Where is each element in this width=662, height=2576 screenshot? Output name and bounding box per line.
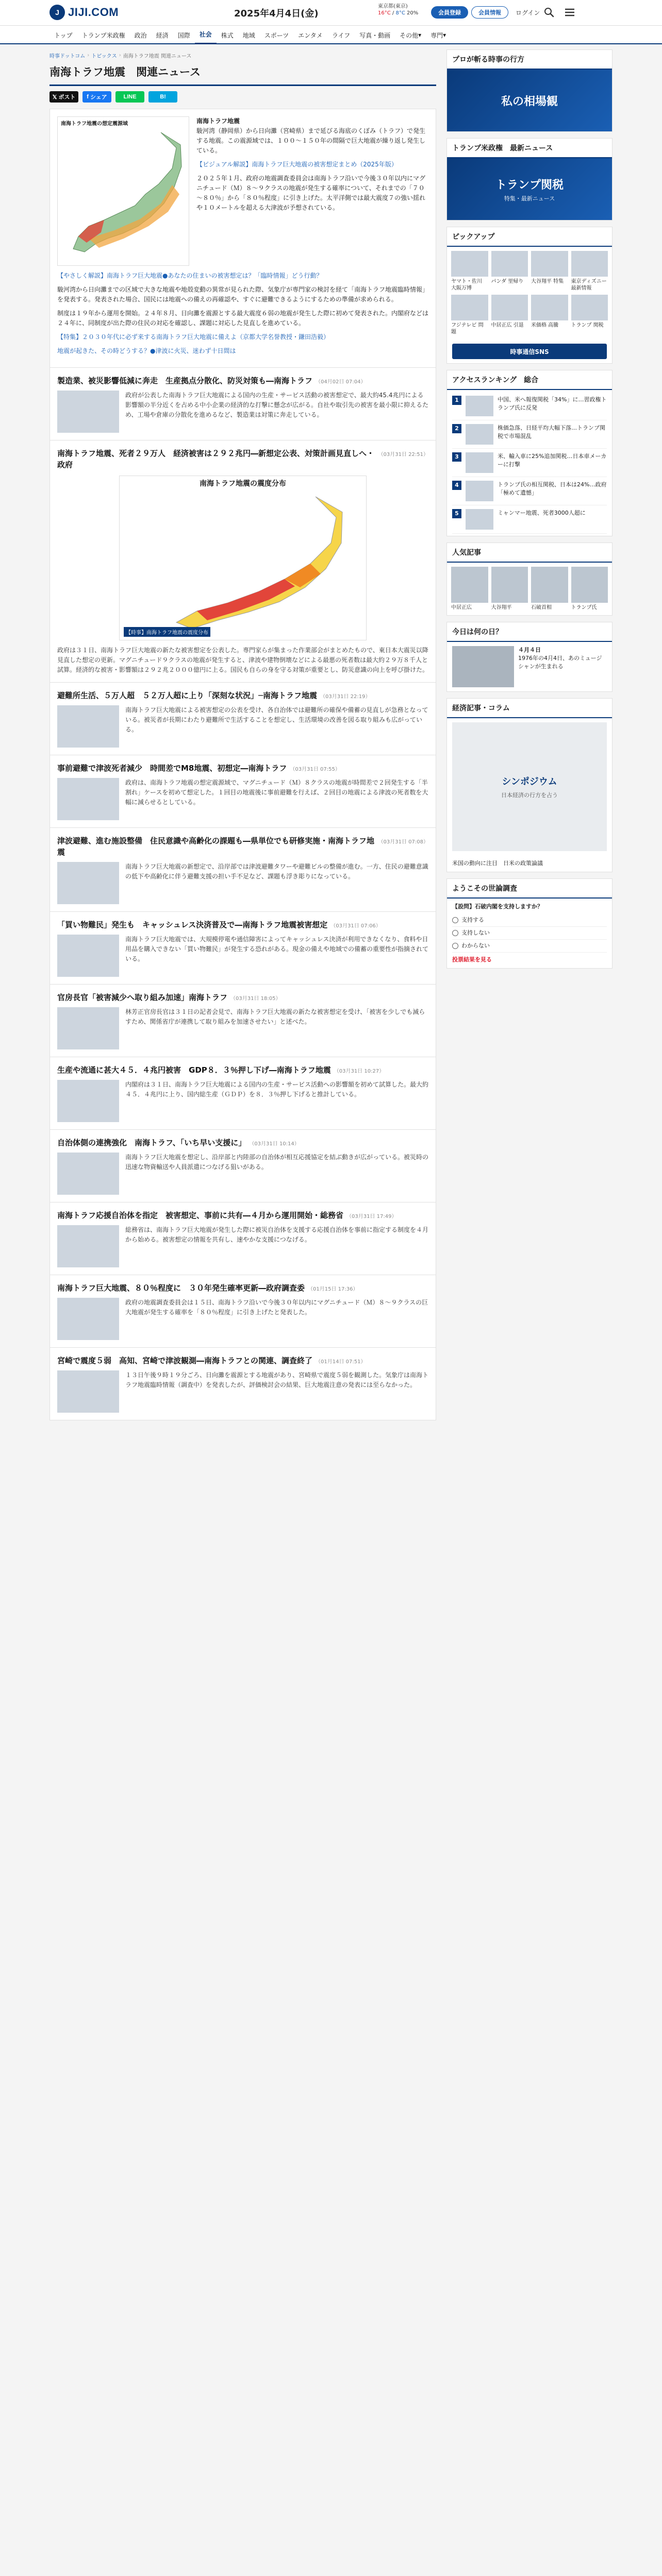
nav-item[interactable]: 国際: [177, 31, 190, 39]
article-date: （03月31日 07:06）: [330, 923, 381, 929]
breadcrumb-separator-icon: ›: [119, 52, 121, 58]
lead-paragraph-2: ２０２５年１月、政府の地震調査委員会は南海トラフ沿いで今後３０年以内にマグニチュード（Ｍ）８～９クラスの地震が発生する確率について、それまでの「７０～８０％」から「８０％程度」に引き上げた。太平洋側では最大震度７の強い揺れや１０メートルを超える大津波が予想されている。: [196, 175, 426, 211]
nav-item[interactable]: ライフ: [332, 31, 351, 39]
breadcrumb-item[interactable]: 時事ドットコム: [49, 53, 86, 59]
intensity-map-figure: [119, 476, 367, 640]
article-thumbnail[interactable]: [57, 1298, 119, 1340]
poll-option[interactable]: [452, 914, 607, 927]
article-item: [49, 985, 436, 1057]
article-item: [49, 1348, 436, 1420]
pickup-label: パンダ 里帰り: [491, 279, 524, 284]
when-earthquake-link[interactable]: 地震が起きた、その時どうする？●津波に火災、迷わず十日間は: [57, 347, 236, 354]
ranking-title: ミャンマー地震、死者3000人超に: [498, 510, 586, 516]
ranking-thumbnail: [466, 396, 493, 416]
lead-bottom: [57, 271, 428, 356]
current-date: 2025年4月4日(金): [234, 8, 319, 19]
popular-head: 人気記事: [447, 543, 612, 563]
weather-high: 16°C: [378, 10, 391, 16]
nav-item[interactable]: エンタメ: [298, 31, 323, 39]
article-title-link[interactable]: 自治体側の連携強化 南海トラフ、「いち早い支援に」: [57, 1138, 246, 1147]
article-date: （01月15日 17:36）: [308, 1286, 358, 1292]
nav-item[interactable]: トランプ米政権: [81, 31, 125, 39]
article-item: [49, 1275, 436, 1348]
trump-news-head: トランプ米政権 最新ニュース: [447, 139, 612, 158]
ranking-number: 5: [452, 509, 461, 518]
pickup-item[interactable]: [571, 251, 608, 292]
logo-mark: J: [49, 5, 65, 20]
nav-item[interactable]: スポーツ: [264, 31, 289, 39]
global-nav: [0, 26, 662, 44]
nav-item[interactable]: 写真・動画: [359, 31, 391, 39]
intro-heading: 南海トラフ地震: [196, 117, 240, 125]
nav-item[interactable]: 社会: [195, 26, 217, 44]
ranking-thumbnail: [466, 452, 493, 473]
ranking-title: 株価急落、日経平均大幅下落…トランプ関税で市場混乱: [498, 425, 605, 439]
symposium-banner[interactable]: [452, 722, 607, 851]
lead-description: [196, 116, 428, 266]
topic-lead: [49, 109, 436, 368]
share-facebook-label: シェア: [90, 94, 107, 100]
trump-tariff-banner[interactable]: [447, 158, 612, 220]
article-title-link[interactable]: 生産や流通に甚大４５．４兆円被害 GDP８．３％押し下げ―南海トラフ地震: [57, 1065, 331, 1075]
weather-rain: 20%: [407, 10, 419, 16]
popular-item[interactable]: [531, 567, 568, 611]
ranking-list: [447, 390, 612, 536]
lead-paragraph-4: 制度は１９年から運用を開始。２４年８月、日向灘を震源とする最大震度６弱の地震が発生した際に初めて発表された。内閣府などは２４年に、同制度が出た際の住民の対応を確認し、課題に対応した見直しを進めている。: [57, 310, 429, 327]
article-summary: 林芳正官房長官は３１日の記者会見で、南海トラフ巨大地震の新たな被害想定を受け、「被害を少しでも減らすため、関係省庁が連携して取り組みを加速させたい」と述べた。: [125, 1008, 425, 1025]
article-summary: 南海トラフ巨大地震の新想定で、沿岸部では津波避難タワーや避難ビルの整備が進む。一方、住民の避難意識の低下や高齢化に伴う避難支援の担い手不足など、課題も浮き彫りになっている。: [125, 863, 428, 880]
signup-button[interactable]: 会員登録: [431, 6, 468, 19]
source-region-map: [57, 116, 189, 266]
article-date: （03月31日 10:14）: [249, 1141, 300, 1147]
weather-low: 8°C: [395, 10, 405, 16]
ranking-box: [446, 370, 613, 536]
member-info-button[interactable]: 会員情報: [471, 6, 508, 19]
pickup-label: フジテレビ 問題: [451, 323, 484, 335]
poll-question: 【設問】石破内閣を支持しますか？: [452, 903, 543, 910]
article-date: （03月31日 18:05）: [230, 996, 281, 1002]
article-title-link[interactable]: 事前避難で津波死者減少 時間差でM8地震、初想定―南海トラフ: [57, 764, 287, 773]
today-head: 今日は何の日？: [447, 622, 612, 642]
article-title-link[interactable]: 製造業、被災影響低減に奔走 生産拠点分散化、防災対策も―南海トラフ: [57, 376, 313, 385]
poll-option[interactable]: [452, 927, 607, 940]
sns-label: 時事通信SNS: [510, 348, 549, 355]
article-title-link[interactable]: 官房長官「被害減少へ取り組み加速」南海トラフ: [57, 993, 228, 1002]
poll-head: ようこその世論調査: [447, 879, 612, 899]
nav-item[interactable]: 株式: [221, 31, 234, 39]
popular-people-box: [446, 543, 613, 616]
page-title: 南海トラフ地震 関連ニュース: [49, 61, 436, 86]
nav-list: [49, 26, 613, 44]
intro-text: 駿河湾（静岡県）から日向灘（宮崎県）まで延びる海底のくぼみ（トラフ）で発生する地震。この震源域では、１００～１５０年の間隔で巨大地震が繰り返し発生している。: [196, 127, 426, 154]
article-date: （03月31日 07:55）: [290, 767, 340, 772]
intensity-map-icon: [120, 476, 367, 641]
nav-item[interactable]: その他 ▾: [395, 26, 426, 44]
article-summary: 総務省は、南海トラフ巨大地震が発生した際に被災自治体を支援する応援自治体を事前に指定する制度を４月から始める。被害想定の情報を共有し、速やかな支援につなげる。: [125, 1226, 429, 1243]
article-title-link[interactable]: 南海トラフ応援自治体を指定 被害想定、事前に共有―４月から運用開始・総務省: [57, 1211, 344, 1220]
article-title-link[interactable]: 南海トラフ巨大地震、８０％程度に ３０年発生確率更新―政府調査委: [57, 1283, 305, 1293]
popular-item[interactable]: [491, 567, 528, 611]
article-thumbnail[interactable]: [57, 1080, 119, 1122]
article-date: （01月14日 07:51）: [316, 1359, 366, 1365]
article-thumbnail[interactable]: [57, 705, 119, 748]
pickup-item[interactable]: [531, 251, 568, 292]
figure-title: 南海トラフ地震の震度分布: [200, 480, 286, 488]
article-date: （03月31日 07:08）: [378, 839, 428, 845]
breadcrumb: [49, 49, 436, 61]
poll-result-link[interactable]: 投票結果を見る: [452, 956, 492, 963]
logo-word: JIJI.COM: [68, 6, 119, 19]
visual-explainer-link[interactable]: 【ビジュアル解説】南海トラフ巨大地震の被害想定まとめ（2025年版）: [196, 161, 398, 168]
trump-banner-sub: 特集・最新ニュース: [504, 195, 555, 202]
article-item: [49, 755, 436, 828]
pickup-item[interactable]: [531, 295, 568, 335]
breadcrumb-separator-icon: ›: [87, 52, 90, 58]
article-thumbnail[interactable]: [57, 1225, 119, 1267]
main-column: [49, 49, 436, 2576]
share-facebook-button[interactable]: [82, 91, 111, 103]
pickup-box: [446, 227, 613, 364]
article-summary: 政府が公表した南海トラフ巨大地震による国内の生産・サービス活動の被害想定で、最大約45.4兆円による影響額の半分近くを占める中小企業の経済的な打撃に懸念が広がる。自社や取引先の被害を最小限に抑えるため、工場や倉庫の分散化を進めるなど、製造業は対策に奔走している。: [125, 392, 429, 418]
pickup-image: [451, 295, 488, 320]
ranking-item[interactable]: [452, 477, 607, 505]
article-summary: 南海トラフ巨大地震を想定し、沿岸部と内陸部の自治体が相互応援協定を結ぶ動きが広がっている。被災時の迅速な物資輸送や人員派遣につなげる狙いがある。: [125, 1154, 429, 1171]
japan-map-icon: [58, 117, 190, 266]
nav-item[interactable]: 経済: [156, 31, 169, 39]
poll-option[interactable]: [452, 940, 607, 953]
article-item: [49, 828, 436, 912]
nav-item[interactable]: トップ: [54, 31, 73, 39]
nav-item[interactable]: 地域: [242, 31, 255, 39]
site-header: [0, 0, 662, 26]
market-column-box: [446, 49, 613, 132]
article-date: （03月31日 17:49）: [346, 1214, 397, 1219]
poll-box: [446, 878, 613, 969]
poll-option-label: わからない: [461, 942, 490, 949]
article-summary: 南海トラフ巨大地震による被害想定の公表を受け、各自治体では避難所の確保や備蓄の見直しが急務となっている。被災者が長期にわたり避難所で生活することを想定し、生活環境の改善を図る取り組みも広がっている。: [125, 706, 428, 733]
login-link[interactable]: ログイン: [516, 9, 540, 16]
article-title-link[interactable]: 「買い物難民」発生も キャッシュレス決済普及で―南海トラフ地震被害想定: [57, 920, 328, 929]
popular-image: [451, 567, 488, 603]
pickup-image: [571, 251, 608, 277]
economy-caption: 米国の動向に注目 日米の政策論議: [452, 860, 543, 867]
article-date: （03月31日 22:19）: [320, 694, 371, 700]
share-hatena-label: B!: [160, 94, 166, 100]
poll-option-label: 支持しない: [461, 929, 490, 936]
ranking-thumbnail: [466, 509, 493, 530]
ranking-number: 2: [452, 424, 461, 433]
popular-image: [571, 567, 608, 603]
article-thumbnail[interactable]: [57, 862, 119, 904]
share-buttons: [49, 86, 436, 109]
site-logo[interactable]: [49, 4, 119, 21]
article-thumbnail[interactable]: [57, 391, 119, 433]
pickup-image: [531, 251, 568, 277]
map-caption: 南海トラフ地震の想定震源域: [61, 121, 128, 127]
article-item: [49, 1057, 436, 1130]
pickup-item[interactable]: [451, 251, 488, 292]
poll-option-label: 支持する: [461, 917, 484, 923]
article-summary: 政府は３１日、南海トラフ巨大地震の新たな被害想定を公表した。専門家らが集まった作業部会がまとめたもので、東日本大震災以降見直した想定の更新。マグニチュード９クラスの地震が発生すると、津波や建物倒壊などによる最悪の死者数は最大約２９万８千人と試算。経済的な被害・影響額は２９２兆２０００億円に上る。国民も自らの身を守る対策が重要とし、防災意識の向上を呼び掛けた。: [57, 647, 429, 673]
trump-news-box: [446, 138, 613, 221]
today-text: 1976年の4月4日、あのミュージシャンが生まれる: [518, 655, 602, 670]
article-item: [49, 1130, 436, 1202]
article-summary: 政府は、南海トラフ地震の想定震源域で、マグニチュード（Ｍ）８クラスの地震が時間差で２回発生する「半割れ」ケースを初めて想定した。１回目の地震後に事前避難を行えば、２回目の地震による津波の死者数を大幅に減らせるとしている。: [125, 779, 428, 806]
article-summary: 南海トラフ巨大地震では、大規模停電や通信障害によってキャッシュレス決済が利用できなくなり、食料や日用品を購入できない「買い物難民」が発生する恐れがある。現金の備えや地域での備蓄の重要性が指摘されている。: [125, 936, 429, 962]
poll-body: [447, 899, 612, 968]
article-thumbnail[interactable]: [57, 778, 119, 820]
symposium-title: シンポジウム: [502, 776, 557, 787]
radio-icon: [452, 930, 458, 936]
pickup-image: [531, 295, 568, 320]
special-feature-link[interactable]: 【特集】２０３０年代に必ず来する南海トラフ巨大地震に備えよ（京都大学名誉教授・鎌田浩毅）: [57, 333, 330, 341]
pickup-image: [491, 295, 528, 320]
market-column-banner[interactable]: [447, 70, 612, 131]
today-date: ４月４日: [518, 647, 541, 653]
article-thumbnail[interactable]: [57, 935, 119, 977]
pickup-image: [491, 251, 528, 277]
ranking-title: 米、輸入車に25%追加関税…日本車メーカーに打撃: [498, 453, 607, 468]
breadcrumb-item[interactable]: トピックス: [91, 53, 117, 59]
popular-label: 石破首相: [531, 605, 552, 611]
pickup-item[interactable]: [571, 295, 608, 335]
article-title-link[interactable]: 南海トラフ地震、死者２９万人 経済被害は２９２兆円―新想定公表、対策計画見直しへ・政府: [57, 449, 375, 469]
lead-paragraph-3: 駿河湾から日向灘までの区域で大きな地震や地殻変動の異常が見られた際、気象庁が専門家の検討を経て「南海トラフ地震臨時情報」を発表する。発表された場合、国民には地震への備えの再確認や、すぐに避難できるようにするための準備が求められる。: [57, 286, 429, 303]
economy-head: 経済記事・コラム: [447, 699, 612, 718]
nav-item[interactable]: 専門 ▾: [426, 26, 451, 44]
pickup-label: 中居正広 引退: [491, 323, 524, 328]
figure-legend: 【時事】南海トラフ地震の震度分布: [124, 627, 210, 637]
hamburger-menu-icon[interactable]: [563, 6, 576, 19]
article-title-link[interactable]: 宮崎で震度５弱 高知、宮崎で津波観測―南海トラフとの関連、調査終了: [57, 1356, 313, 1365]
pickup-head: ピックアップ: [447, 227, 612, 247]
article-title-link[interactable]: 避難所生活、５万人超 ５２万人超に上り「深刻な状況」─南海トラフ地震: [57, 691, 318, 700]
article-date: （04月02日 07:04）: [316, 379, 366, 385]
ranking-number: 3: [452, 452, 461, 462]
popular-label: トランプ氏: [571, 605, 597, 611]
ranking-title: トランプ氏の相互関税、日本は24%…政府「極めて遺憾」: [498, 481, 607, 496]
ranking-item[interactable]: [452, 392, 607, 420]
pickup-item[interactable]: [491, 251, 528, 292]
pickup-image: [571, 295, 608, 320]
ranking-number: 4: [452, 481, 461, 490]
article-date: （03月31日 22:51）: [378, 452, 428, 457]
facebook-logo-icon: f: [87, 94, 89, 100]
ranking-thumbnail: [466, 424, 493, 445]
pickup-label: トランプ 関税: [571, 323, 604, 328]
market-column-head: プロが斬る時事の行方: [447, 50, 612, 70]
pickup-grid: [447, 247, 612, 340]
radio-icon: [452, 943, 458, 949]
market-column-title: 私の相場観: [501, 95, 558, 108]
x-logo-icon: 𝕏: [52, 94, 57, 100]
article-summary: 内閣府は３１日、南海トラフ巨大地震による国内の生産・サービス活動への影響額を初めて試算した。最大約４５．４兆円に上り、国内総生産（ＧＤＰ）を８．３％押し下げると推計している。: [125, 1081, 429, 1098]
pickup-item[interactable]: [451, 295, 488, 335]
popular-item[interactable]: [451, 567, 488, 611]
popular-label: 大谷翔平: [491, 605, 512, 611]
weather-widget[interactable]: 東京都(東京) 16°C / 8°C 20%: [378, 3, 424, 16]
article-item: [49, 440, 436, 683]
pickup-image: [451, 251, 488, 277]
people-grid: [447, 563, 612, 615]
article-item: [49, 1202, 436, 1275]
today-box: [446, 622, 613, 692]
article-thumbnail[interactable]: [57, 1370, 119, 1413]
poll-options: [452, 914, 607, 953]
share-line-label: LINE: [123, 94, 137, 100]
trump-banner-title: トランプ関税: [495, 178, 564, 192]
share-x-button[interactable]: [49, 91, 78, 103]
search-icon[interactable]: [543, 7, 555, 18]
article-summary: 政府の地震調査委員会は１５日、南海トラフ沿いで今後３０年以内にマグニチュード（Ｍ）８～９クラスの巨大地震が発生する確率を「８０％程度」に引き上げたと発表した。: [125, 1299, 428, 1316]
ranking-head: アクセスランキング 総合: [447, 370, 612, 390]
article-list: [49, 368, 436, 1420]
popular-image: [491, 567, 528, 603]
ranking-item[interactable]: [452, 505, 607, 534]
article-thumbnail[interactable]: [57, 1007, 119, 1049]
today-image: [452, 646, 514, 687]
popular-item[interactable]: [571, 567, 608, 611]
ranking-thumbnail: [466, 481, 493, 501]
ranking-item[interactable]: [452, 449, 607, 477]
article-thumbnail[interactable]: [57, 1153, 119, 1195]
ranking-title: 中国、米へ報復関税「34%」に…習政権トランプ氏に反発: [498, 396, 607, 411]
ranking-number: 1: [452, 396, 461, 405]
nav-item[interactable]: 政治: [134, 31, 147, 39]
pickup-label: 米価格 高騰: [531, 323, 559, 328]
share-x-label: ポスト: [58, 94, 76, 100]
jiji-sns-button[interactable]: [452, 344, 607, 359]
popular-label: 中居正広: [451, 605, 472, 611]
symposium-sub: 日本経済の行方を占う: [501, 792, 558, 799]
pickup-label: 大谷翔平 特集: [531, 279, 564, 284]
article-item: [49, 683, 436, 755]
weather-city: 東京都(東京): [378, 4, 408, 9]
article-item: [49, 912, 436, 985]
pickup-item[interactable]: [491, 295, 528, 335]
breadcrumb-item: 南海トラフ地震 関連ニュース: [123, 53, 192, 59]
popular-image: [531, 567, 568, 603]
economy-box: [446, 698, 613, 872]
article-item: [49, 368, 436, 440]
pickup-label: 東京ディズニー 最新情報: [571, 279, 607, 291]
today-item[interactable]: [447, 642, 612, 691]
article-date: （03月31日 10:27）: [334, 1069, 385, 1074]
article-summary: １３日午後９時１９分ごろ、日向灘を震源とする地震があり、宮崎県で震度５弱を観測した。気象庁は南海トラフ地震臨時情報（調査中）を発表したが、評価検討会の結果、巨大地震注意の発表には至らなかった。: [125, 1371, 429, 1388]
share-line-button[interactable]: [115, 91, 144, 103]
sidebar: [446, 49, 613, 2576]
article-title-link[interactable]: 津波避難、進む施設整備 住民意識や高齢化の課題も―県単位でも研修実施・南海トラフ地震: [57, 836, 375, 857]
radio-icon: [452, 917, 458, 923]
share-hatena-button[interactable]: [148, 91, 177, 103]
easy-explainer-link[interactable]: 【やさしく解説】南海トラフ巨大地震●あなたの住まいの被害想定は？「臨時情報」どう行動？: [57, 272, 323, 279]
ranking-item[interactable]: [452, 420, 607, 449]
pickup-label: ヤマト・佐川 大阪万博: [451, 279, 482, 291]
